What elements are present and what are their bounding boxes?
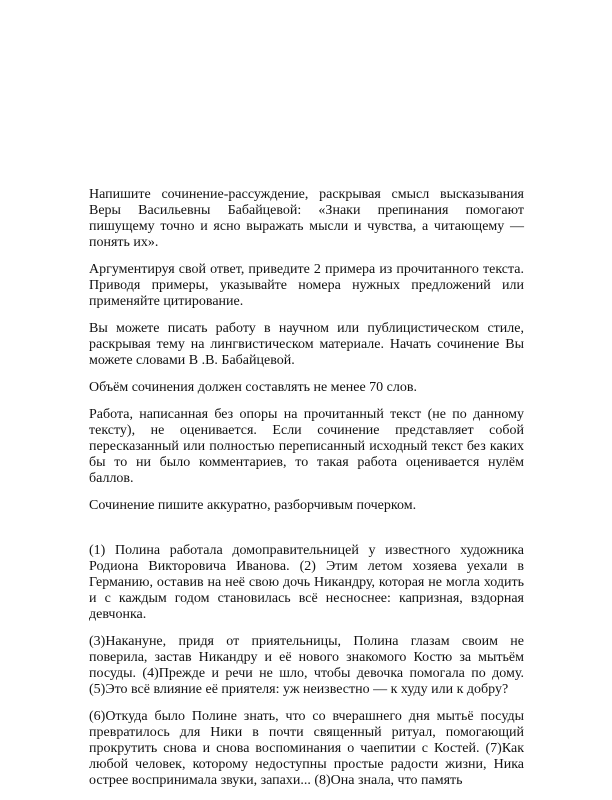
task-paragraph-3: Вы можете писать работу в научном или публицистическом стиле, раскрывая тему на лингвистическом материале. Начать сочинение Вы можете словами В .В. Бабайцевой. — [89, 321, 524, 368]
task-paragraph-1: Напишите сочинение-рассуждение, раскрывая смысл высказывания Веры Васильевны Бабайцевой: «Знаки препинания помогают пишущему точно и ясно выражать мысли и чувства, а читающему — понять их». — [89, 187, 524, 250]
task-paragraph-4: Объём сочинения должен составлять не менее 70 слов. — [89, 380, 417, 395]
task-paragraph-6: Сочинение пишите аккуратно, разборчивым почерком. — [89, 498, 417, 513]
task-paragraph-5: Работа, написанная без опоры на прочитанный текст (не по данному тексту), не оценивается. Если сочинение представляет собой пересказанный или полностью переписанный исходный текст без каких бы то ни было комментариев, то такая работа оценивается нулём баллов. — [89, 407, 524, 486]
essay-task — [89, 187, 524, 514]
task-paragraph-2: Аргументируя свой ответ, приведите 2 примера из прочитанного текста. Приводя примеры, указывайте номера нужных предложений или применяйте цитирование. — [89, 262, 524, 309]
source-text — [89, 543, 524, 789]
text-paragraph-1: (1) Полина работала домоправительницей у известного художника Родиона Викторовича Иванова. (2) Этим летом хозяева уехали в Германию, оставив на неё свою дочь Никандру, которая не могла ходить и с каждым годом становилась всё несноснее: капризная, вздорная девчонка. — [89, 543, 524, 622]
text-paragraph-3: (6)Откуда было Полине знать, что со вчерашнего дня мытьё посуды превратилось для Ники в почти священный ритуал, помогающий прокрутить снова и снова воспоминания о чаепитии с Костей. (7)Как любой человек, которому недоступны простые радости жизни, Ника острее воспринимала звуки, запахи... (8)Она знала, что память — [89, 709, 524, 788]
document-content — [89, 187, 524, 800]
text-paragraph-2: (3)Накануне, придя от приятельницы, Полина глазам своим не поверила, застав Никандру и её нового знакомого Костю за мытьём посуды. (4)Прежде и речи не шло, чтобы девочка помогала по дому. (5)Это всё влияние её приятеля: уж неизвестно — к худу или к добру? — [89, 634, 524, 697]
